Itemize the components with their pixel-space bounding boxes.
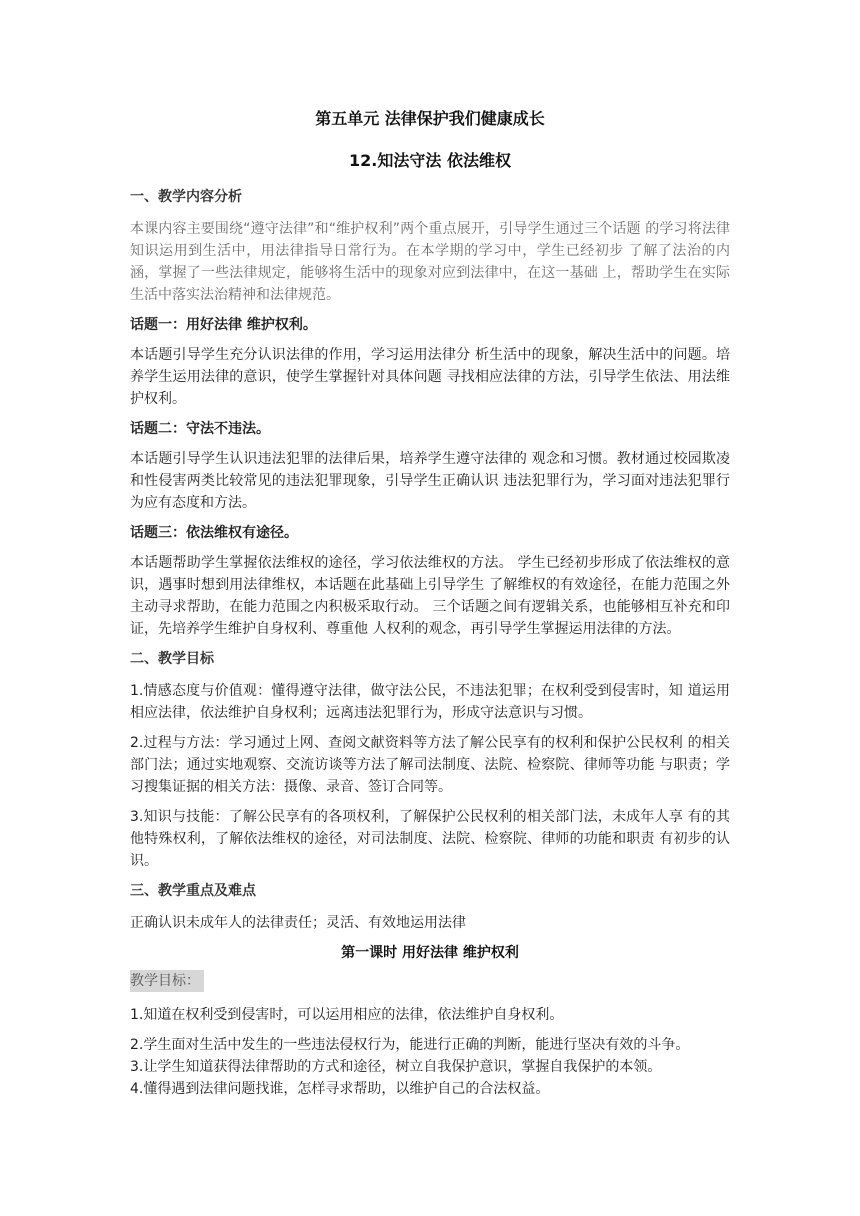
section-heading-teaching-goals: 二、教学目标 xyxy=(130,651,214,667)
goal-process: 2.过程与方法：学习通过上网、查阅文献资料等方法了解公民享有的权利和保护公民权利 的相关部门法；通过实地观察、交流访谈等方法了解司法制度、法院、检察院、律师等功能 与职责；学习搜集证据的相关方法：摄像、录音、签订合同等。 xyxy=(130,735,730,795)
topic3-text: 本话题帮助学生掌握依法维权的途径，学习依法维权的方法。 学生已经初步形成了依法维权的意识，遇事时想到用法律维权，本话题在此基础上引导学生 了解维权的有效途径，在能力范围之外主动寻求帮助，在能力范围之内积极采取行动。 三个话题之间有逻辑关系，也能够相互补充和印证，先培养学生维护自身权利、尊重他 人权利的观念，再引导学生掌握运用法律的方法。 xyxy=(130,555,730,637)
lesson1-goal-item-4: 4.懂得遇到法律问题找谁，怎样寻求帮助，以维护自己的合法权益。 xyxy=(130,1081,550,1097)
content-analysis-intro: 本课内容主要围绕“遵守法律”和“维护权利”两个重点展开，引导学生通过三个话题 的学习将法律知识运用到生活中，用法律指导日常行为。在本学期的学习中，学生已经初步 了解了法治的内涵，掌握了一些法律规定，能够将生活中的现象对应到法律中，在这一基础 上，帮助学生在实际生活中落实法治精神和法律规范。 xyxy=(130,221,730,303)
goal-emotion: 1.情感态度与价值观：懂得遵守法律，做守法公民，不违法犯罪；在权利受到侵害时，知 道运用相应法律，依法维护自身权利；远离违法犯罪行为，形成守法意识与习惯。 xyxy=(130,683,730,721)
section-content-analysis xyxy=(130,186,730,640)
lesson-title: 12.知法守法 依法维权 xyxy=(349,151,511,170)
section-teaching-goals xyxy=(130,648,730,872)
lesson1-goal-item-1: 1.知道在权利受到侵害时，可以运用相应的法律，依法维护自身权利。 xyxy=(130,1007,564,1023)
lesson1-goal-item-2: 2.学生面对生活中发生的一些违法侵权行为，能进行正确的判断，能进行坚决有效的斗争。 xyxy=(130,1037,690,1053)
section-heading-content-analysis: 一、教学内容分析 xyxy=(130,189,242,205)
unit-title: 第五单元 法律保护我们健康成长 xyxy=(315,109,545,128)
topic1-heading: 话题一：用好法律 维护权利。 xyxy=(130,317,317,333)
lesson1-block xyxy=(130,942,730,1100)
topic3-heading: 话题三：依法维权有途径。 xyxy=(130,525,298,541)
topic1-text: 本话题引导学生充分认识法律的作用，学习运用法律分 析生活中的现象，解决生活中的问题。培养学生运用法律的意识，使学生掌握针对具体问题 寻找相应法律的方法，引导学生依法、用法维护权利。 xyxy=(130,347,730,407)
topic2-text: 本话题引导学生认识违法犯罪的法律后果，培养学生遵守法律的 观念和习惯。教材通过校园欺凌和性侵害两类比较常见的违法犯罪现象，引导学生正确认识 违法犯罪行为，学习面对违法犯罪行为应有态度和方法。 xyxy=(130,451,730,511)
lesson1-title: 第一课时 用好法律 维护权利 xyxy=(341,945,519,961)
section-heading-key-points: 三、教学重点及难点 xyxy=(130,883,256,899)
section-key-points xyxy=(130,880,730,934)
topic2-heading: 话题二：守法不违法。 xyxy=(130,421,270,437)
goal-knowledge: 3.知识与技能：了解公民享有的各项权利，了解保护公民权利的相关部门法，未成年人享 有的其他特殊权利，了解依法维权的途径，对司法制度、法院、检察院、律师的功能和职责 有初步的认识。 xyxy=(130,809,730,869)
lesson1-goals-label: 教学目标： xyxy=(130,970,204,992)
key-points-text: 正确认识未成年人的法律责任；灵活、有效地运用法律 xyxy=(130,915,466,931)
lesson1-goal-item-3: 3.让学生知道获得法律帮助的方式和途径，树立自我保护意识，掌握自我保护的本领。 xyxy=(130,1059,662,1075)
